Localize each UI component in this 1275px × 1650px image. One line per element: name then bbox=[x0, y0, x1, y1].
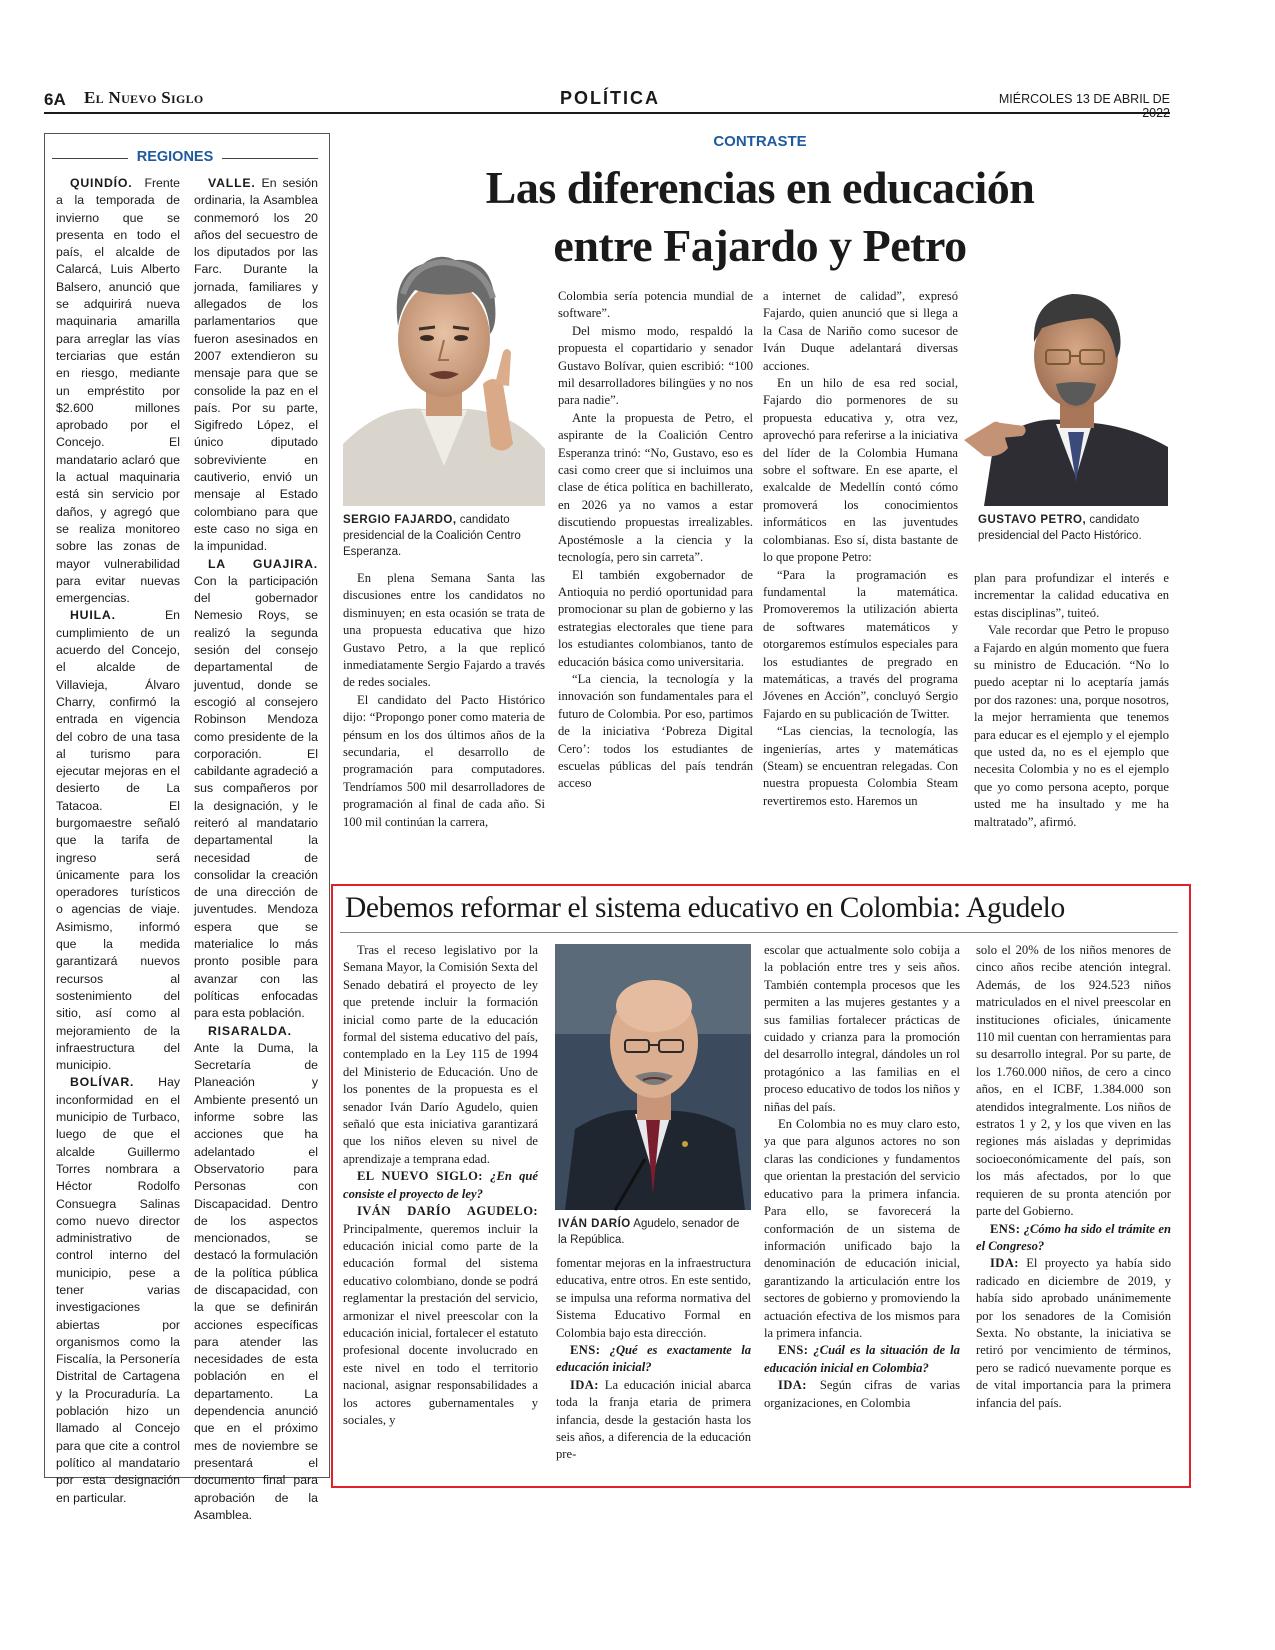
contraste-c2-p4: El también exgobernador de Antioquia no perdió oportunidad para promocionar su plan de gobierno y las estrategias electorales que tiene para los estudiantes colombianos, tanto de educación básica como universitaria. bbox=[558, 567, 753, 669]
contraste-c3-p2: En un hilo de esa red social, Fajardo dio pormenores de su propuesta educativa y, otra vez, aprovechó para referirse a la iniciativa del líder de la Colombia Humana sobre el software. En ese aparte, el exalcalde de Medellín contó cómo promoverá los conocimientos informáticos en las juventudes colombianas. Eso sí, dista bastante de lo que propone Petro: bbox=[763, 376, 958, 565]
agudelo-column-3 bbox=[764, 942, 960, 1476]
contraste-c1-p2: El candidato del Pacto Histórico dijo: “Propongo poner como materia de pénsum en los dos últimos años de la secundaria, el desarrollo de programación para computadores. Tendríamos 500 mil desarrolladores de programación al final de cada año. Si 100 mil continúan la carrera, bbox=[343, 692, 545, 829]
region-valle-text: En sesión ordinaria, la Asamblea conmemoró los 20 años del secuestro de los diputados por las Farc. Durante la jornada, familiares y allegados de los parlamentarios que fueron asesinados en 2007 extendieron su mensaje para que se consolide la paz en el país. Por su parte, Sigifredo López, el único diputado sobreviviente en cautiverio, envió un mensaje al Estado colombiano para que este caso no siga en la impunidad. bbox=[194, 176, 318, 554]
question-1-text: ¿En qué consiste el proyecto de ley? bbox=[343, 1169, 538, 1201]
answer-2-text: La educación inicial abarca toda la franja etaria de primera infancia, desde la gestación hasta los seis años, a diferencia de la educación pre- bbox=[556, 1377, 751, 1462]
region-quindio-text: Frente a la temporada de invierno que se presenta en todo el país, el alcalde de Calarcá, Luis Alberto Balsero, anunció que se adquirirá nueva maquinaria amarilla para arreglar las vías terciarias que están en riesgo, mediante un empréstito por $2.600 millones aprobado por el Concejo. El mandatario aclaró que la actual maquinaria está sin servicio por daños, y agregó que se realiza monitoreo sobre las zonas de mayor vulnerabilidad para evitar nuevas emergencias. bbox=[56, 176, 180, 606]
region-bolivar-text: Hay inconformidad en el municipio de Turbaco, luego de que el alcalde Guillermo Torres nombrara a Héctor Rodolfo Consuegra Salinas como nuevo director administrativo de control interno del municipio, pese a tener varias investigaciones abiertas por organismos como la Fiscalía, la Personería Distrital de Cartagena y la Procuraduría. La población hizo un llamado al Concejo para que cite a control político al mandatario por esta designación en particular. bbox=[56, 1075, 180, 1505]
agudelo-headline-rule bbox=[340, 932, 1178, 933]
region-guajira-text: Con la participación del gobernador Nemesio Roys, se realizó la segunda sesión del consejo departamental de juventud, donde se escogió al consejero Robinson Mendoza como presidente de la corporación. El cabildante agradeció a sus compañeros por la designación, y le reiteró al mandatario departamental la necesidad de consolidar la creación de una dirección de juventudes. Mendoza espera que se materialice lo más pronto posible para avanzar con las políticas enfocadas para esta población. bbox=[194, 573, 318, 1021]
region-bolivar-lead: BOLÍVAR. bbox=[70, 1075, 135, 1090]
region-quindio-lead: QUINDÍO. bbox=[70, 176, 133, 190]
agudelo-column-1 bbox=[343, 942, 538, 1476]
question-4-lead: ENS: bbox=[990, 1221, 1021, 1236]
page-number: 6A bbox=[44, 90, 66, 109]
caption-agudelo bbox=[558, 1216, 750, 1248]
contraste-headline-line-2: entre Fajardo y Petro bbox=[553, 220, 967, 271]
header-rule bbox=[44, 112, 1170, 114]
contraste-column-1 bbox=[343, 570, 545, 862]
question-4-text: ¿Cómo ha sido el trámite en el Congreso? bbox=[976, 1221, 1172, 1253]
region-huila-lead: HUILA. bbox=[70, 608, 116, 623]
contraste-column-3 bbox=[763, 288, 958, 862]
caption-petro bbox=[978, 512, 1168, 544]
answer-1-lead: IVÁN DARÍO AGUDELO: bbox=[357, 1204, 538, 1219]
caption-fajardo-text: candidato presidencial de la Coalición Centro Esperanza. bbox=[343, 514, 521, 558]
question-2-text: ¿Qué es exactamente la educación inicial? bbox=[556, 1343, 751, 1375]
region-risaralda-text: Ante la Duma, la Secretaría de Planeación y Ambiente presentó un informe sobre las acciones que ha adelantado el Observatorio para Personas con Discapacidad. Dentro de los aspectos mencionados, se destacó la formulación de la política pública de discapacidad, con la que se definirán acciones específicas para atender las necesidades de esta población en el departamento. La dependencia anunció que en el próximo mes de noviembre se presentará el documento final para aprobación de la Asamblea. bbox=[194, 1040, 318, 1522]
gustavo-petro-photo bbox=[964, 272, 1168, 506]
contraste-c4-p1: plan para profundizar el interés e incrementar la calidad educativa en estas disciplinas”, tuiteó. bbox=[974, 571, 1169, 620]
region-risaralda-lead: RISARALDA. bbox=[208, 1023, 292, 1038]
regiones-rule-right bbox=[222, 158, 318, 159]
masthead: El Nuevo Siglo bbox=[84, 88, 204, 107]
contraste-c4-p2: Vale recordar que Petro le propuso a Fajardo en algún momento que fuera su ministro de Educación. “No lo puedo aceptar ni lo aceptaría jamás por dos razones: una, porque nosotros, la mejor herramienta que tenemos para educar es el ejemplo y el ejemplo que usted da, no es el ejemplo que necesita Colombia y no es el ejemplo que yo como persona acepto, porque usted me ha insultado y me ha maltratado”, afirmó. bbox=[974, 623, 1169, 829]
ivan-dario-agudelo-photo bbox=[555, 944, 751, 1210]
contraste-c2-p2: Del mismo modo, respaldó la propuesta el copartidario y senador Gustavo Bolívar, quien escribió: “100 mil desarrolladores bilingües y no nos para nadie”. bbox=[558, 323, 753, 408]
agudelo-c2-p1: fomentar mejoras en la infraestructura educativa, entre otros. En este sentido, se impulsa una reforma normativa del Sistema Educativo Formal en Colombia bajo esta dirección. bbox=[556, 1256, 751, 1340]
agudelo-column-4 bbox=[976, 942, 1171, 1476]
region-guajira-lead: LA GUAJIRA. bbox=[208, 556, 318, 571]
contraste-kicker: CONTRASTE bbox=[713, 133, 807, 150]
contraste-c3-p1: a internet de calidad”, expresó Fajardo, quien anunció que si llega a la Casa de Nariño como sucesor de Iván Duque adelantará diversas acciones. bbox=[763, 289, 958, 373]
caption-fajardo-name: SERGIO FAJARDO, bbox=[343, 514, 457, 526]
contraste-c2-p5: “La ciencia, la tecnología y la innovación son fundamentales para el futuro de Colombia. Por eso, partimos de la iniciativa ‘Pobreza Digital Cero’: todos los estudiantes de escuelas públicas del país tendrán acceso bbox=[558, 671, 753, 791]
region-huila-text: En cumplimiento de un acuerdo del Concejo, el alcalde de Villavieja, Álvaro Charry, confirmó la entrada en vigencia del cobro de una tasa al turismo para ejecutar mejoras en el desierto de La Tatacoa. El burgomaestre señaló que la tarifa de ingreso será únicamente para los operadores turísticos o agencias de viaje. Asimismo, informó que la medida garantizará nuevos recursos al sostenimiento del sitio, así como al mejoramiento de la infraestructura del municipio. bbox=[56, 608, 180, 1073]
question-2-lead: ENS: bbox=[570, 1343, 601, 1358]
answer-3-lead: IDA: bbox=[778, 1378, 807, 1393]
agudelo-c3-p2: En Colombia no es muy claro esto, ya que para algunos actores no son claras las condiciones y fundamentos que orientan la prestación del servicio educativo para la primera infancia. Para ello, se favorecerá la conformación de un sistema de información unificado bajo la denominación de educación inicial, garantizando la articulación entre los sectores de gobierno y promoviendo la actuación efectiva de los mismos para la primera infancia. bbox=[764, 1117, 960, 1340]
answer-4-lead: IDA: bbox=[990, 1256, 1019, 1271]
contraste-c2-p3: Ante la propuesta de Petro, el aspirante de la Coalición Centro Esperanza trinó: “No, Gustavo, eso es casi como creer que si incluimos una clase de ética política en bachillerato, en 2026 ya no vamos a estar discutiendo propuestas irrealizables. Apostémosle a la ciencia y la tecnología, pero sin carreta”. bbox=[558, 410, 753, 565]
caption-petro-text: candidato presidencial del Pacto Histórico. bbox=[978, 514, 1142, 542]
question-1-lead: EL NUEVO SIGLO: bbox=[357, 1169, 483, 1184]
region-valle-lead: VALLE. bbox=[208, 176, 256, 190]
contraste-c3-p3: “Para la programación es fundamental la matemática. Promoveremos la utilización abierta de softwares matemáticos y otorgaremos estímulos especiales para los estudiantes de pregrado en matemáticas, a través del programa Jóvenes en Acción”, concluyó Sergio Fajardo en su publicación de Twitter. bbox=[763, 567, 958, 721]
question-3-lead: ENS: bbox=[778, 1343, 809, 1358]
regiones-title: REGIONES bbox=[136, 149, 214, 165]
regiones-rule-left bbox=[52, 158, 128, 159]
agudelo-c4-p1: solo el 20% de los niños menores de cinco años recibe atención integral. Además, de los 924.523 niños matriculados en el nivel preescolar en instituciones oficiales, únicamente 110 mil cuentan con herramientas para su desarrollo integral. Por su parte, de los 1.760.000 niños, de cero a cinco años, en el ICBF, 1.384.000 son atendidos integralmente. Los niños de estratos 1 y 2, y los que viven en las regiones más aisladas y deprimidas socioeconómicamente del país, son los más afectados, por lo que requieren de su pronta atención por parte del Gobierno. bbox=[976, 943, 1172, 1219]
agudelo-intro: Tras el receso legislativo por la Semana Mayor, la Comisión Sexta del Senado debatirá el proyecto de ley que pretende incluir la formación inicial como parte de la educación formal del sistema educativo del país, contemplado en la Ley 115 de 1994 del Ministerio de Educación. Uno de los ponentes de la propuesta es el senador Iván Darío Agudelo, quien señaló que esta iniciativa garantizará que los niños eleven su nivel de aprendizaje a temprana edad. bbox=[343, 943, 538, 1166]
answer-4-text: El proyecto ya había sido radicado en diciembre de 2019, y había sido aprobado unánimemente por los senadores de la Comisión Sexta. No obstante, la iniciativa se retiró por vencimiento de términos, pero se radicó nuevamente porque es de vital importancia para la primera infancia del país. bbox=[976, 1256, 1171, 1410]
caption-petro-name: GUSTAVO PETRO, bbox=[978, 514, 1087, 526]
answer-2-lead: IDA: bbox=[570, 1377, 599, 1392]
contraste-c3-p4: “Las ciencias, la tecnología, las ingenierías, artes y matemáticas (Steam) se encuentran relegadas. Con nuestra propuesta Colombia Steam revertiremos esto. Haremos un bbox=[763, 724, 958, 808]
page-date: MIÉRCOLES 13 DE ABRIL DE bbox=[998, 92, 1170, 106]
question-3-text: ¿Cuál es la situación de la educación inicial en Colombia? bbox=[764, 1343, 960, 1375]
contraste-c1-p1: En plena Semana Santa las discusiones entre los candidatos no disminuyen; en esta ocasión se trata de una propuesta educativa que hizo Gustavo Petro, a la que replicó inmediatamente Sergio Fajardo a través de redes sociales. bbox=[343, 571, 545, 690]
contraste-c2-p1: Colombia sería potencia mundial de software”. bbox=[558, 289, 753, 321]
agudelo-c3-p1: escolar que actualmente solo cobija a la población entre tres y seis años. También contempla procesos que les permiten a las mujeres gestantes y a sus familias fortalecer prácticas de cuidado y crianza para la promoción del desarrollo integral, dándoles un rol protagónico a las familias en el proceso educativo de todos los niños y niñas del país. bbox=[764, 943, 960, 1114]
answer-3-text: Según cifras de varias organizaciones, en Colombia bbox=[764, 1378, 960, 1410]
caption-fajardo bbox=[343, 512, 545, 560]
section-title: POLÍTICA bbox=[560, 88, 660, 108]
answer-1-text: Principalmente, queremos incluir la educación inicial como parte de la educación formal del sistema educativo colombiano, donde se podrá reglamentar la prestación del servicio, armonizar el nivel preescolar con la educación inicial, fortalecer el estatuto profesional docente involucrado en este nivel en todo el territorio nacional, asignar responsabilidades a los actores gubernamentales y sociales, y bbox=[343, 1221, 538, 1427]
regiones-column-2 bbox=[194, 175, 318, 1522]
caption-agudelo-text: Agudelo, senador de la República. bbox=[558, 1218, 740, 1246]
sergio-fajardo-photo bbox=[343, 234, 545, 506]
contraste-headline-line-1: Las diferencias en educación bbox=[485, 162, 1035, 213]
contraste-column-2 bbox=[558, 288, 753, 862]
contraste-column-4 bbox=[974, 570, 1169, 862]
regiones-column-1 bbox=[56, 175, 180, 1505]
agudelo-headline: Debemos reformar el sistema educativo en Colombia: Agudelo bbox=[345, 892, 1065, 924]
agudelo-column-2 bbox=[556, 1255, 751, 1477]
caption-agudelo-name: IVÁN DARÍO bbox=[558, 1218, 631, 1230]
